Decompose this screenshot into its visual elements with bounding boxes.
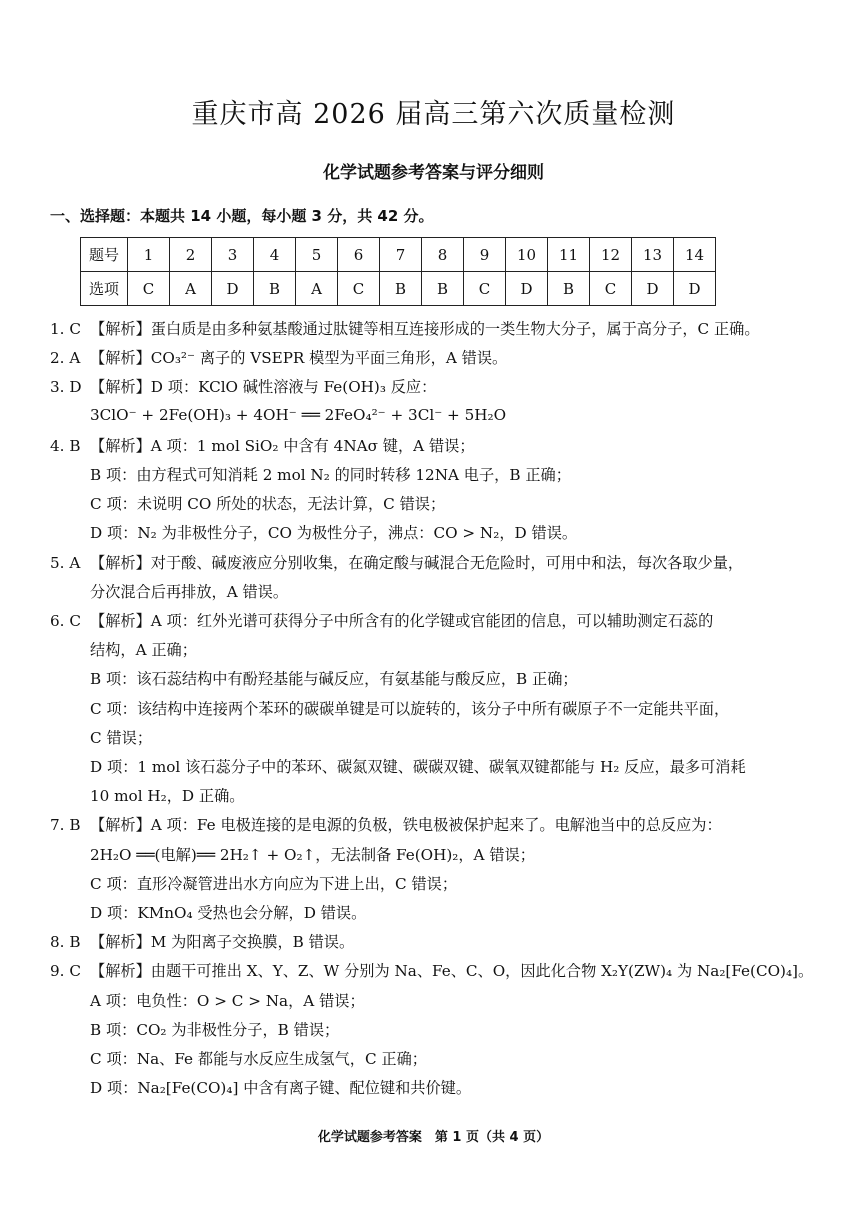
explanation-line xyxy=(90,873,457,894)
explanation-text: B 项：由方程式可知消耗 2 mol N₂ 的同时转移 12NA 电子，B 正确； xyxy=(90,466,571,484)
question-label: 5. A xyxy=(50,553,81,572)
answer-cell: B xyxy=(254,272,296,306)
answer-cell: D xyxy=(212,272,254,306)
row-label-answers: 选项 xyxy=(81,272,128,306)
explanation-line xyxy=(90,1019,339,1040)
explanation-text: B 项：该石蕊结构中有酚羟基能与碱反应，有氨基能与酸反应，B 正确； xyxy=(90,670,578,689)
answer-cell: B xyxy=(380,272,422,306)
answer-cell: D xyxy=(674,272,716,306)
question-label: 6. C xyxy=(50,612,81,630)
explanation-text: 【解析】对于酸、碱废液应分别收集，在确定酸与碱混合无危险时，可用中和法，每次各取少量， xyxy=(90,553,744,572)
question-label: 3. D xyxy=(50,378,82,397)
answer-table-row-answers xyxy=(81,272,716,306)
explanation-text: C 项：该结构中连接两个苯环的碳碳单键是可以旋转的，该分子中所有碳原子不一定能共平面， xyxy=(90,699,730,718)
explanation-line xyxy=(90,522,577,543)
explanation-text: 【解析】M 为阳离子交换膜，B 错误。 xyxy=(90,933,355,952)
explanation-text: 10 mol H₂，D 正确。 xyxy=(90,787,245,806)
explanation-line xyxy=(90,902,366,923)
question-number-cell: 9 xyxy=(464,238,506,272)
explanation-line xyxy=(90,464,571,485)
question-label: 2. A xyxy=(50,349,81,368)
row-label-numbers: 题号 xyxy=(81,238,128,272)
answer-cell: D xyxy=(632,272,674,306)
explanation-line xyxy=(50,376,436,397)
question-number-cell: 4 xyxy=(254,238,296,272)
explanation-line xyxy=(90,406,506,424)
explanation-line xyxy=(90,785,244,806)
question-label: 1. C xyxy=(50,320,81,338)
explanation-text: 结构，A 正确； xyxy=(90,641,197,660)
explanation-text: 2H₂O ══(电解)══ 2H₂↑ + O₂↑，无法制备 Fe(OH)₂，A 错误； xyxy=(90,845,535,864)
explanation-text: D 项：KMnO₄ 受热也会分解，D 错误。 xyxy=(90,904,367,922)
question-number-cell: 5 xyxy=(296,238,338,272)
answer-table-row-numbers xyxy=(81,238,716,272)
explanation-text: 【解析】A 项：红外光谱可获得分子中所含有的化学键或官能团的信息，可以辅助测定石蕊的 xyxy=(90,612,714,630)
explanation-line xyxy=(50,814,722,835)
answer-cell: B xyxy=(422,272,464,306)
explanation-text: 【解析】由题干可推出 X、Y、Z、W 分别为 Na、Fe、C、O，因此化合物 X₂Y(ZW)₄ 为 Na₂[Fe(CO)₄]。 xyxy=(90,962,814,981)
question-number-cell: 2 xyxy=(170,238,212,272)
explanation-line xyxy=(50,552,743,573)
explanation-line xyxy=(90,581,288,602)
explanation-line xyxy=(90,493,445,514)
page-footer: 化学试题参考答案 第 1 页（共 4 页） xyxy=(317,1130,550,1145)
page-title: 重庆市高 2026 届高三第六次质量检测 xyxy=(191,99,676,130)
explanation-text: C 项：未说明 CO 所处的状态，无法计算，C 错误； xyxy=(90,495,446,514)
question-number-cell: 11 xyxy=(548,238,590,272)
explanation-text: C 错误； xyxy=(90,728,153,747)
explanation-line xyxy=(50,960,813,981)
explanation-line xyxy=(50,931,354,952)
explanation-line xyxy=(90,639,197,660)
question-number-cell: 8 xyxy=(422,238,464,272)
explanation-line xyxy=(50,347,507,368)
explanation-line xyxy=(90,698,729,719)
explanation-text: D 项：1 mol 该石蕊分子中的苯环、碳氮双键、碳碳双键、碳氧双键都能与 H₂ 反应，最多可消耗 xyxy=(90,758,746,776)
explanation-text: C 项：Na、Fe 都能与水反应生成氢气，C 正确； xyxy=(90,1050,427,1068)
question-label: 8. B xyxy=(50,933,81,952)
answer-cell: C xyxy=(128,272,170,306)
explanation-line xyxy=(90,668,578,689)
answer-cell: C xyxy=(338,272,380,306)
explanation-line xyxy=(90,844,535,865)
explanation-text: 【解析】蛋白质是由多种氨基酸通过肽键等相互连接形成的一类生物大分子，属于高分子，C 正确。 xyxy=(90,320,760,338)
question-number-cell: 12 xyxy=(590,238,632,272)
explanation-line xyxy=(90,1077,471,1098)
explanation-text: D 项：N₂ 为非极性分子，CO 为极性分子，沸点：CO > N₂，D 错误。 xyxy=(90,524,578,543)
explanation-line xyxy=(50,435,475,456)
question-number-cell: 14 xyxy=(674,238,716,272)
question-label: 4. B xyxy=(50,436,81,455)
answer-cell: D xyxy=(506,272,548,306)
explanation-text: 分次混合后再排放，A 错误。 xyxy=(90,582,289,601)
explanation-text: 【解析】A 项：Fe 电极连接的是电源的负极，铁电极被保护起来了。电解池当中的总反应为： xyxy=(90,816,722,835)
explanation-line xyxy=(90,727,152,748)
answer-table xyxy=(80,237,716,306)
explanation-text: 【解析】A 项：1 mol SiO₂ 中含有 4NAσ 键，A 错误； xyxy=(90,436,475,455)
explanation-text: 3ClO⁻ + 2Fe(OH)₃ + 4OH⁻ ══ 2FeO₄²⁻ + 3Cl⁻ + 5H₂O xyxy=(90,405,507,424)
explanation-text: C 项：直形冷凝管进出水方向应为下进上出，C 错误； xyxy=(90,874,458,893)
explanation-line xyxy=(50,318,760,339)
explanation-line xyxy=(90,990,365,1011)
question-number-cell: 7 xyxy=(380,238,422,272)
question-number-cell: 1 xyxy=(128,238,170,272)
question-number-cell: 10 xyxy=(506,238,548,272)
explanation-line xyxy=(50,610,713,631)
answer-cell: C xyxy=(464,272,506,306)
explanation-line xyxy=(90,1048,427,1069)
answer-cell: A xyxy=(296,272,338,306)
explanation-text: 【解析】D 项：KClO 碱性溶液与 Fe(OH)₃ 反应： xyxy=(90,378,437,397)
question-label: 9. C xyxy=(50,962,81,981)
explanation-text: D 项：Na₂[Fe(CO)₄] 中含有离子键、配位键和共价键。 xyxy=(90,1079,472,1098)
explanation-line xyxy=(90,756,746,777)
page-subtitle: 化学试题参考答案与评分细则 xyxy=(323,163,544,183)
explanation-text: 【解析】CO₃²⁻ 离子的 VSEPR 模型为平面三角形，A 错误。 xyxy=(90,349,508,368)
question-number-cell: 13 xyxy=(632,238,674,272)
answer-cell: B xyxy=(548,272,590,306)
section-heading: 一、选择题：本题共 14 小题，每小题 3 分，共 42 分。 xyxy=(50,207,434,225)
question-number-cell: 6 xyxy=(338,238,380,272)
question-number-cell: 3 xyxy=(212,238,254,272)
question-label: 7. B xyxy=(50,816,81,835)
answer-cell: C xyxy=(590,272,632,306)
explanation-text: A 项：电负性：O > C > Na，A 错误； xyxy=(90,991,365,1010)
explanation-text: B 项：CO₂ 为非极性分子，B 错误； xyxy=(90,1020,340,1039)
answer-cell: A xyxy=(170,272,212,306)
